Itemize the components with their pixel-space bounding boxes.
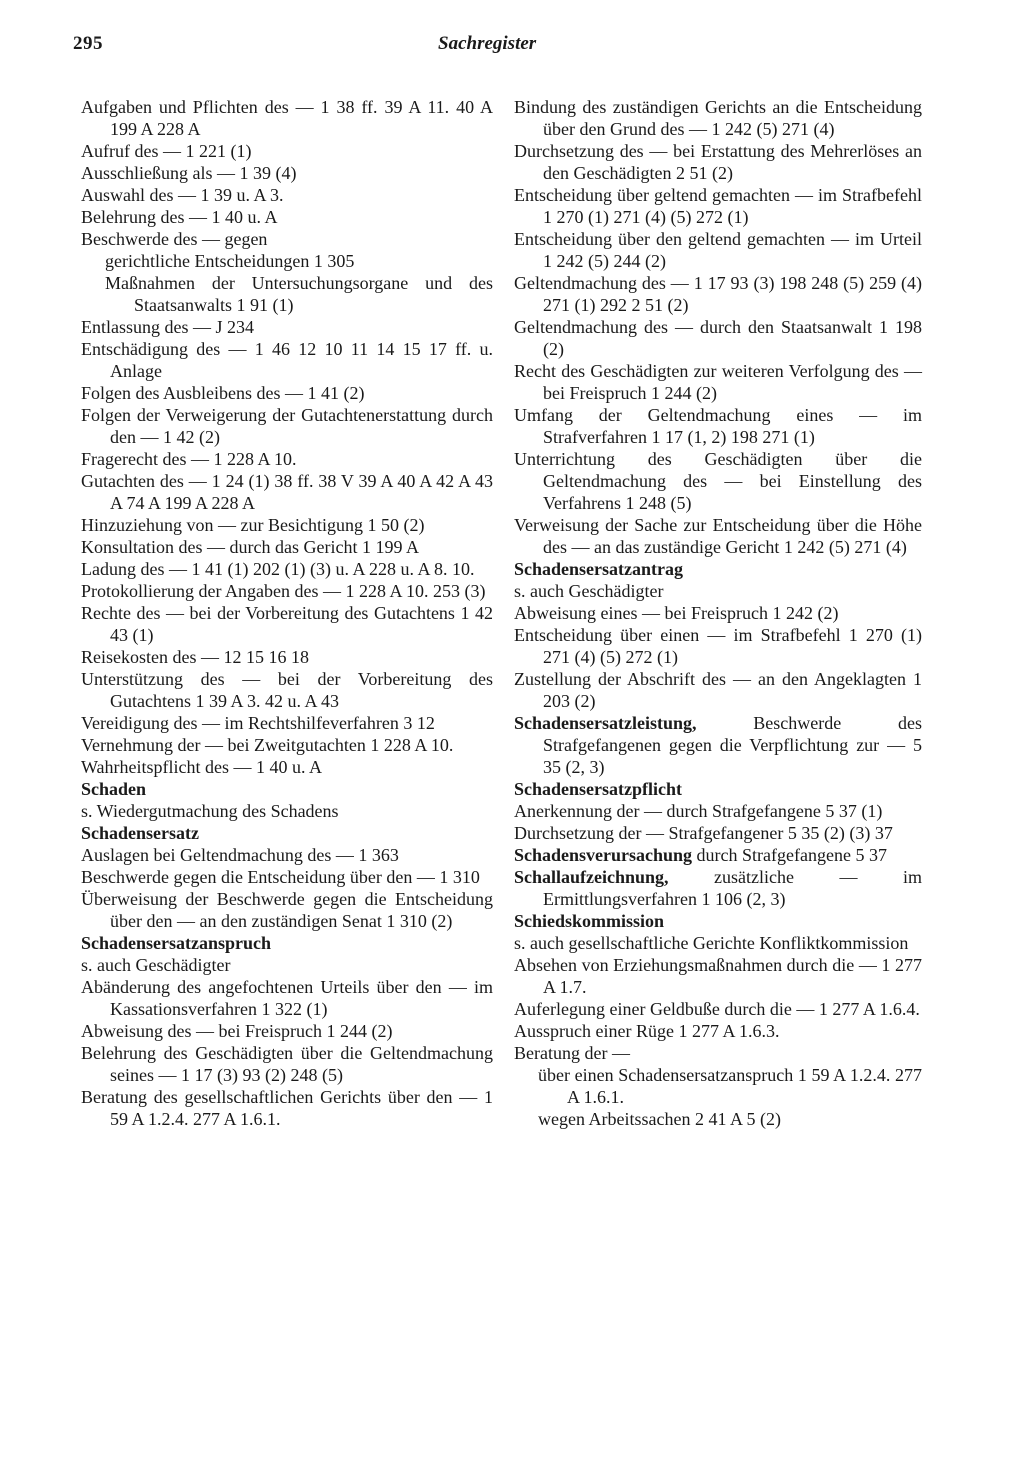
index-entry: Absehen von Erziehungsmaßnahmen durch die — 1 277 A 1.7. bbox=[514, 955, 922, 997]
index-entry bbox=[514, 866, 922, 910]
index-entry: Belehrung des — 1 40 u. A bbox=[81, 207, 278, 227]
index-heading: Schadensersatzanspruch bbox=[81, 933, 272, 953]
index-entry: Entschädigung des — 1 46 12 10 11 14 15 17 ff. u. Anlage bbox=[81, 339, 493, 381]
right-column bbox=[514, 96, 922, 1130]
index-entry: Geltendmachung des — durch den Staatsanwalt 1 198 (2) bbox=[514, 317, 922, 359]
index-entry: Folgen der Verweigerung der Gutachtenerstattung durch den — 1 42 (2) bbox=[81, 405, 493, 447]
index-subentry: gerichtliche Entscheidungen 1 305 bbox=[105, 251, 355, 271]
index-entry-keyword: Schallaufzeichnung, bbox=[514, 867, 669, 887]
index-entry: Entlassung des — J 234 bbox=[81, 317, 254, 337]
index-entry: Auferlegung einer Geldbuße durch die — 1 277 A 1.6.4. bbox=[514, 999, 920, 1019]
index-entry: Protokollierung der Angaben des — 1 228 A 10. 253 (3) bbox=[81, 581, 486, 601]
index-entry: Auswahl des — 1 39 u. A 3. bbox=[81, 185, 284, 205]
index-subentry: Maßnahmen der Untersuchungsorgane und des Staatsanwalts 1 91 (1) bbox=[105, 273, 493, 315]
index-entry: Folgen des Ausbleibens des — 1 41 (2) bbox=[81, 383, 365, 403]
index-entry: Vereidigung des — im Rechtshilfeverfahren 3 12 bbox=[81, 713, 435, 733]
running-head-title: Sachregister bbox=[438, 33, 537, 54]
index-entry: Bindung des zuständigen Gerichts an die Entscheidung über den Grund des — 1 242 (5) 271 (4) bbox=[514, 97, 922, 139]
index-entry: Umfang der Geltendmachung eines — im Strafverfahren 1 17 (1, 2) 198 271 (1) bbox=[514, 405, 922, 447]
index-entry: Abänderung des angefochtenen Urteils über den — im Kassationsverfahren 1 322 (1) bbox=[81, 977, 493, 1019]
index-entry: Beschwerde des — gegen bbox=[81, 229, 268, 249]
index-entry: Entscheidung über geltend gemachten — im Strafbefehl 1 270 (1) 271 (4) (5) 272 (1) bbox=[514, 185, 922, 227]
index-entry: Rechte des — bei der Vorbereitung des Gutachtens 1 42 43 (1) bbox=[81, 603, 493, 645]
index-heading: Schadensersatzpflicht bbox=[514, 779, 682, 799]
index-entry: Unterstützung des — bei der Vorbereitung des Gutachtens 1 39 A 3. 42 u. A 43 bbox=[81, 669, 493, 711]
index-entry: Unterrichtung des Geschädigten über die Geltendmachung des — bei Einstellung des Verfahrens 1 248 (5) bbox=[514, 449, 922, 513]
index-subentry: wegen Arbeitssachen 2 41 A 5 (2) bbox=[538, 1109, 781, 1129]
index-entry bbox=[514, 844, 922, 866]
index-entry: s. auch gesellschaftliche Gerichte Konfliktkommission bbox=[514, 933, 909, 953]
index-entry: Fragerecht des — 1 228 A 10. bbox=[81, 449, 297, 469]
index-entry: Aufruf des — 1 221 (1) bbox=[81, 141, 252, 161]
page-number: 295 bbox=[73, 33, 103, 54]
index-entry: Beratung des gesellschaftlichen Gerichts über den — 1 59 A 1.2.4. 277 A 1.6.1. bbox=[81, 1087, 493, 1129]
index-entry: Vernehmung der — bei Zweitgutachten 1 228 A 10. bbox=[81, 735, 454, 755]
index-entry: Abweisung eines — bei Freispruch 1 242 (2) bbox=[514, 603, 839, 623]
index-entry: Entscheidung über einen — im Strafbefehl 1 270 (1) 271 (4) (5) 272 (1) bbox=[514, 625, 922, 667]
index-entry: Anerkennung der — durch Strafgefangene 5 37 (1) bbox=[514, 801, 883, 821]
index-entry: Ausspruch einer Rüge 1 277 A 1.6.3. bbox=[514, 1021, 780, 1041]
index-entry: Auslagen bei Geltendmachung des — 1 363 bbox=[81, 845, 399, 865]
index-entry: Beschwerde gegen die Entscheidung über den — 1 310 bbox=[81, 867, 480, 887]
index-heading: Schaden bbox=[81, 779, 147, 799]
index-entry: Ausschließung als — 1 39 (4) bbox=[81, 163, 297, 183]
index-entry: s. Wiedergutmachung des Schadens bbox=[81, 801, 339, 821]
index-entry: Verweisung der Sache zur Entscheidung über die Höhe des — an das zuständige Gericht 1 242 (5) 271 (4) bbox=[514, 515, 922, 557]
index-entry: Gutachten des — 1 24 (1) 38 ff. 38 V 39 A 40 A 42 A 43 A 74 A 199 A 228 A bbox=[81, 471, 493, 513]
index-entry-reference: Beschwerde des Strafgefangenen gegen die Verpflichtung zur — 5 35 (2, 3) bbox=[543, 713, 922, 777]
index-entry: Hinzuziehung von — zur Besichtigung 1 50 (2) bbox=[81, 515, 425, 535]
index-heading: Schadensersatz bbox=[81, 823, 199, 843]
index-entry-reference: durch Strafgefangene 5 37 bbox=[692, 845, 887, 865]
left-column bbox=[81, 96, 493, 1130]
index-heading: Schiedskommission bbox=[514, 911, 665, 931]
index-heading: Schadensersatzantrag bbox=[514, 559, 683, 579]
index-entry: Durchsetzung der — Strafgefangener 5 35 (2) (3) 37 bbox=[514, 823, 893, 843]
index-entry: Reisekosten des — 12 15 16 18 bbox=[81, 647, 309, 667]
index-entry: Aufgaben und Pflichten des — 1 38 ff. 39 A 11. 40 A 199 A 228 A bbox=[81, 97, 493, 139]
index-entry: Recht des Geschädigten zur weiteren Verfolgung des — bei Freispruch 1 244 (2) bbox=[514, 361, 922, 403]
index-subentry: über einen Schadensersatzanspruch 1 59 A 1.2.4. 277 A 1.6.1. bbox=[538, 1065, 922, 1107]
index-entry-keyword: Schadensersatzleistung, bbox=[514, 713, 697, 733]
index-entry: Geltendmachung des — 1 17 93 (3) 198 248 (5) 259 (4) 271 (1) 292 2 51 (2) bbox=[514, 273, 922, 315]
index-entry: Entscheidung über den geltend gemachten — im Urteil 1 242 (5) 244 (2) bbox=[514, 229, 922, 271]
index-entry: s. auch Geschädigter bbox=[514, 581, 664, 601]
index-entry: Durchsetzung des — bei Erstattung des Mehrerlöses an den Geschädigten 2 51 (2) bbox=[514, 141, 922, 183]
index-entry: Belehrung des Geschädigten über die Geltendmachung seines — 1 17 (3) 93 (2) 248 (5) bbox=[81, 1043, 493, 1085]
index-entry: Wahrheitspflicht des — 1 40 u. A bbox=[81, 757, 323, 777]
index-entry-reference: zusätzliche — im Ermittlungsverfahren 1 106 (2, 3) bbox=[543, 867, 922, 909]
index-entry bbox=[514, 712, 922, 778]
index-entry: Zustellung der Abschrift des — an den Angeklagten 1 203 (2) bbox=[514, 669, 922, 711]
index-entry: Konsultation des — durch das Gericht 1 199 A bbox=[81, 537, 419, 557]
index-entry: Überweisung der Beschwerde gegen die Entscheidung über den — an den zuständigen Senat 1 310 (2) bbox=[81, 889, 493, 931]
index-entry: Abweisung des — bei Freispruch 1 244 (2) bbox=[81, 1021, 393, 1041]
index-entry: s. auch Geschädigter bbox=[81, 955, 231, 975]
index-entry: Ladung des — 1 41 (1) 202 (1) (3) u. A 228 u. A 8. 10. bbox=[81, 559, 475, 579]
index-entry: Beratung der — bbox=[514, 1043, 630, 1063]
index-entry-keyword: Schadensverursachung bbox=[514, 845, 693, 865]
